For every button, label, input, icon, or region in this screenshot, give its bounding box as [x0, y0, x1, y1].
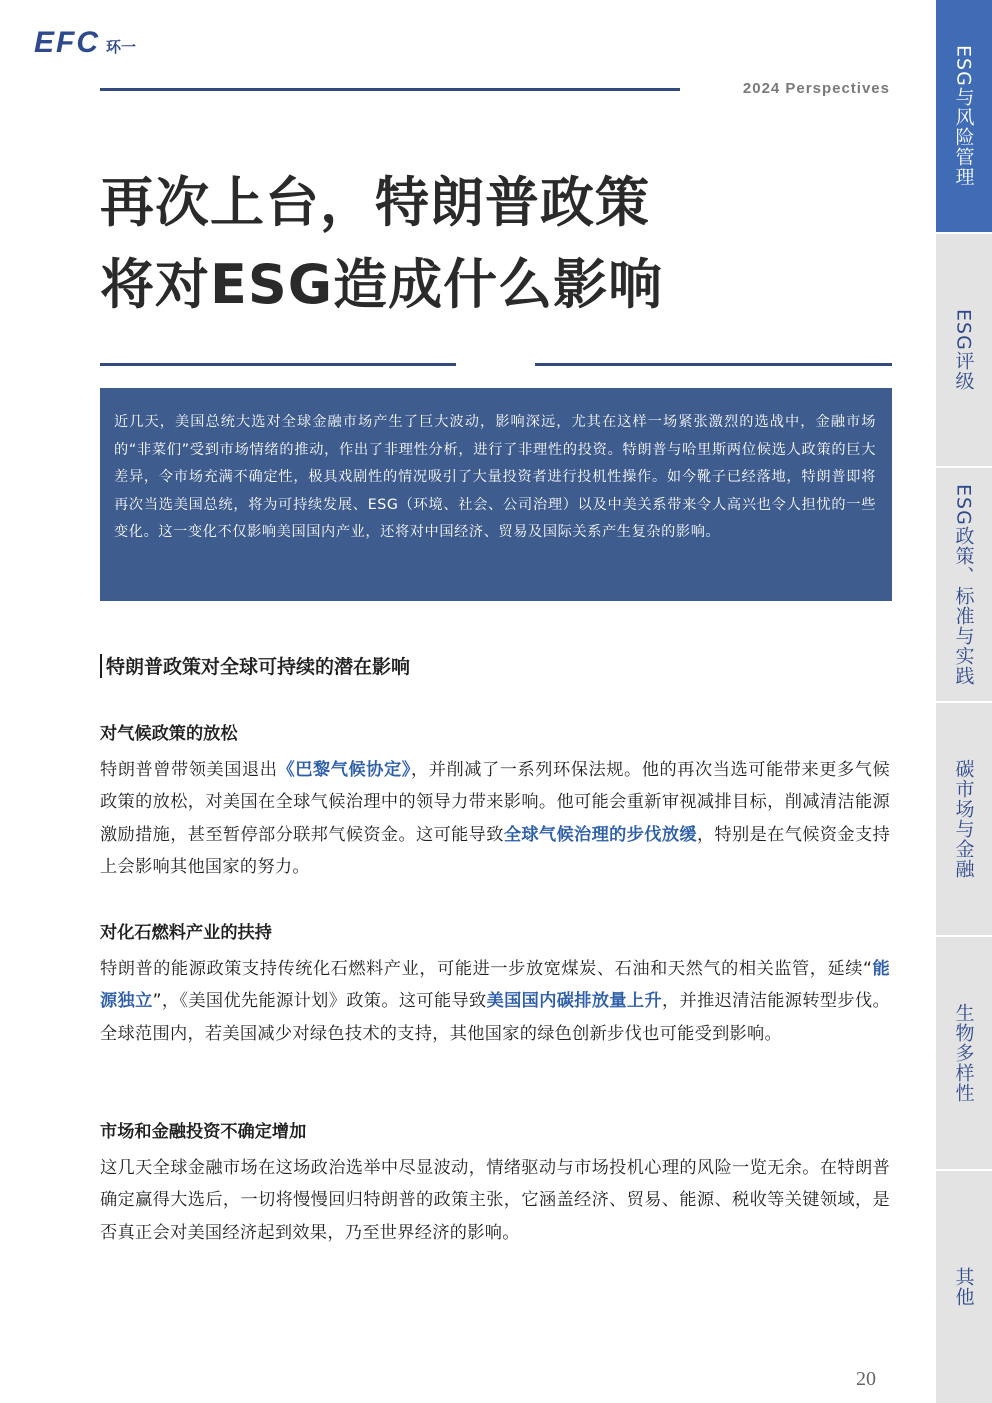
subsection-climate-policy [100, 722, 890, 883]
body-text: ，并削减了一系列环保法规。他的再次当选可能带来更多气候政策的放松，对美国在全球气候治理中的领导力带来影响。他可能会重新审视减排目标，削减清洁能源激励措施，甚至暂停部分联邦气候资金。这可能导致 [100, 760, 890, 845]
section-heading [100, 652, 410, 679]
subsection-body [100, 754, 890, 883]
highlight-paris-agreement: 《巴黎气候协定》 [277, 760, 411, 780]
subsection-fossil-fuel [100, 921, 890, 1050]
subsection-title: 对气候政策的放松 [100, 724, 238, 744]
side-tab-label: 其他 [952, 1266, 975, 1307]
logo [34, 26, 136, 60]
page-title-line-1: 再次上台，特朗普政策 [100, 171, 650, 234]
subsection-title: 对化石燃料产业的扶持 [100, 923, 272, 943]
section-heading-text: 特朗普政策对全球可持续的潜在影响 [106, 656, 411, 678]
header-label: 2024 Perspectives [742, 80, 890, 97]
highlight-energy-independence: 能源独立 [100, 959, 890, 1012]
highlight-climate-governance: 全球气候治理的步伐放缓 [503, 824, 697, 845]
body-text: 特朗普的能源政策支持传统化石燃料产业，可能进一步放宽煤炭、石油和天然气的相关监管，延续“ [100, 959, 873, 979]
page-number: 20 [856, 1368, 876, 1390]
side-tab-biodiversity[interactable] [936, 937, 992, 1171]
body-text: ，并推迟清洁能源转型步伐。全球范围内，若美国减少对绿色技术的支持，其他国家的绿色创新步伐也可能受到影响。 [100, 991, 890, 1044]
page-title-line-2: 将对ESG造成什么影响 [100, 253, 664, 316]
logo-mark: EFC [34, 26, 100, 59]
body-text: 特朗普曾带领美国退出 [100, 760, 278, 780]
body-text: ”，《美国优先能源计划》政策。这可能导致 [152, 991, 487, 1012]
side-tab-label: ESG政策、标准与实践 [952, 483, 975, 686]
side-tab-label: ESG评级 [952, 309, 975, 392]
subsection-market-uncertainty [100, 1120, 890, 1249]
section-heading-bar [100, 654, 102, 678]
subsection-title: 市场和金融投资不确定增加 [100, 1122, 307, 1142]
subsection-body [100, 953, 890, 1050]
highlight-carbon-emissions: 美国国内碳排放量上升 [486, 991, 662, 1012]
side-tab-label: ESG与风险管理 [952, 45, 975, 187]
logo-subtext: 环一 [106, 38, 137, 56]
header-rule [100, 88, 680, 91]
side-tab-esg-policy[interactable] [936, 468, 992, 702]
side-tabs [936, 0, 992, 1403]
intro-box [100, 388, 892, 601]
body-text: ，特别是在气候资金支持上会影响其他国家的努力。 [100, 824, 890, 877]
side-tab-esg-rating[interactable] [936, 234, 992, 468]
side-tab-esg-risk[interactable] [936, 0, 992, 234]
side-tab-label: 碳市场与金融 [952, 758, 975, 879]
divider-left [100, 363, 456, 366]
intro-text: 近几天，美国总统大选对全球金融市场产生了巨大波动，影响深远，尤其在这样一场紧张激烈的选战中，金融市场的“非菜们”受到市场情绪的推动，作出了非理性分析，进行了非理性的投资。特朗普与哈里斯两位候选人政策的巨大差异，令市场充满不确定性，极具戏剧性的情况吸引了大量投资者进行投机性操作。如今靴子已经落地，特朗普即将再次当选美国总统，将为可持续发展、ESG（环境、社会、公司治理）以及中美关系带来令人高兴也令人担忧的一些变化。这一变化不仅影响美国国内产业，还将对中国经济、贸易及国际关系产生复杂的影响。 [114, 414, 876, 540]
divider-right [535, 363, 892, 366]
side-tab-other[interactable] [936, 1171, 992, 1403]
side-tab-carbon-market[interactable] [936, 703, 992, 937]
page-title [100, 162, 800, 326]
side-tab-label: 生物多样性 [952, 1002, 975, 1103]
subsection-body: 这几天全球金融市场在这场政治选举中尽显波动，情绪驱动与市场投机心理的风险一览无余。在特朗普确定赢得大选后，一切将慢慢回归特朗普的政策主张，它涵盖经济、贸易、能源、税收等关键领域，是否真正会对美国经济起到效果，乃至世界经济的影响。 [100, 1158, 890, 1243]
